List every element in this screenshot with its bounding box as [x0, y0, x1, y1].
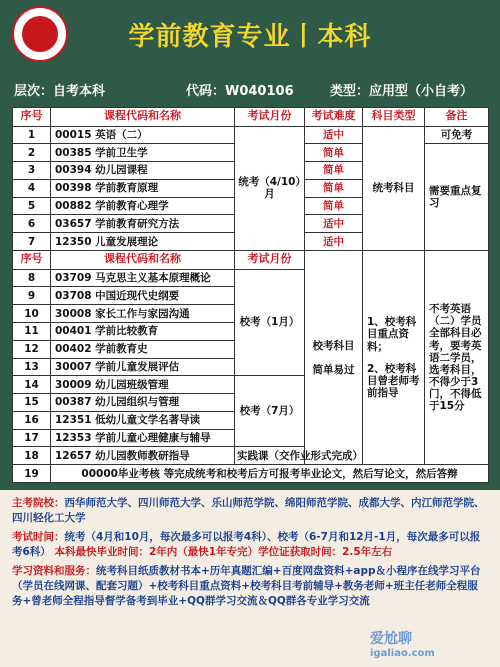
course-name: 00394 幼儿园课程 — [51, 162, 235, 180]
course-name: 03708 中国近现代史纲要 — [51, 287, 235, 305]
difficulty-b-type: 校考科目 — [312, 339, 355, 352]
type-text: 类型：应用型（小自考） — [330, 84, 474, 99]
course-name: 12353 学前儿童心理健康与辅导 — [51, 429, 235, 447]
watermark-brand: 爱尬聊 — [370, 631, 412, 647]
course-name: 12351 低幼儿童文学名著导读 — [51, 411, 235, 429]
course-name: 00398 学前教育原理 — [51, 179, 235, 197]
info-bar — [0, 76, 500, 102]
course-name: 12657 幼儿园教师教研指导 — [51, 447, 235, 465]
difficulty: 适中 — [305, 215, 363, 233]
page-title: 学前教育专业丨本科 — [128, 22, 372, 52]
subject-type-b — [363, 251, 425, 465]
course-name: 00882 学前教育心理学 — [51, 197, 235, 215]
difficulty: 简单 — [305, 197, 363, 215]
header-cell: 序号 — [13, 108, 51, 127]
row-number: 14 — [13, 376, 51, 394]
table-row — [13, 465, 489, 483]
row-number: 2 — [13, 144, 51, 162]
row-number: 11 — [13, 322, 51, 340]
row-number: 15 — [13, 394, 51, 412]
course-name: 30009 幼儿园班级管理 — [51, 376, 235, 394]
header-cell: 科目类型 — [363, 108, 425, 127]
schools-paragraph — [12, 496, 488, 526]
time-label: 考试时间： — [12, 531, 65, 543]
watermark-site: igaliao.com — [370, 648, 435, 659]
course-name: 30008 家长工作与家园沟通 — [51, 305, 235, 323]
schools-text: 西华师范大学、四川师范大学、乐山师范学院、绵阳师范学院、成都大学、内江师范学院、四川轻化工大学 — [12, 497, 485, 524]
code-text: 代码：W040106 — [186, 84, 294, 99]
header-cell: 课程代码和名称 — [51, 108, 235, 127]
table-header-row — [13, 251, 489, 270]
row-number: 16 — [13, 411, 51, 429]
difficulty: 简单 — [305, 162, 363, 180]
subject-type: 统考科目 — [363, 126, 425, 250]
header-cell: 序号 — [13, 251, 51, 270]
row-number: 19 — [13, 465, 51, 483]
difficulty: 适中 — [305, 126, 363, 144]
header-cell: 考试月份 — [235, 251, 305, 270]
graduation-time-text: 本科最快毕业时间：2年内（最快1年专完）学位证获取时间：2.5年左右 — [50, 546, 393, 558]
course-name: 00402 学前教育史 — [51, 340, 235, 358]
table-row — [13, 126, 489, 144]
course-table — [12, 107, 488, 483]
schools-label: 主考院校： — [12, 497, 65, 509]
header-cell: 考试月份 — [235, 108, 305, 127]
note: 可免考 — [425, 126, 489, 144]
header-cell: 备注 — [425, 108, 489, 127]
row-number: 13 — [13, 358, 51, 376]
course-name: 03709 马克思主义基本原理概论 — [51, 269, 235, 287]
difficulty-b — [305, 251, 363, 465]
row-number: 5 — [13, 197, 51, 215]
difficulty-b-level: 简单易过 — [312, 363, 355, 376]
row-number: 10 — [13, 305, 51, 323]
watermark — [370, 628, 435, 659]
row-number: 1 — [13, 126, 51, 144]
practice-note: 实践课（交作业形式完成） — [235, 447, 363, 465]
subject-type-b-1: 1、校考科目重点资料； — [367, 316, 417, 353]
service-paragraph — [12, 564, 488, 609]
row-number: 17 — [13, 429, 51, 447]
header — [0, 0, 500, 70]
course-name: 00401 学前比较教育 — [51, 322, 235, 340]
service-label: 学习资料和服务： — [12, 565, 96, 577]
service-text: 统考科目纸质教材书本+历年真题汇编+百度网盘资料+app＆小程序在线学习平台（学员在线网课、配套习题）+校考科目重点资料+校考科目考前辅导+教务老师+班主任老师全程服务+曾老师全程指导督学备考到毕业+QQ群学习交流＆QQ群各专业学习交流 — [12, 565, 481, 607]
difficulty: 简单 — [305, 144, 363, 162]
course-name: 03657 学前教育研究方法 — [51, 215, 235, 233]
header-cell: 考试难度 — [305, 108, 363, 127]
row-number: 7 — [13, 233, 51, 251]
row-number: 6 — [13, 215, 51, 233]
course-name: 12350 儿童发展理论 — [51, 233, 235, 251]
graduation-note: 00000毕业考核 等完成统考和校考后方可报考毕业论文，然后写论文，然后答辩 — [51, 465, 489, 483]
exam-month: 统考（4/10）月 — [235, 126, 305, 250]
course-name: 30007 学前儿童发展评估 — [51, 358, 235, 376]
row-number: 12 — [13, 340, 51, 358]
time-paragraph — [12, 530, 488, 560]
course-name: 00387 幼儿园组织与管理 — [51, 394, 235, 412]
course-name: 00015 英语（二） — [51, 126, 235, 144]
row-number: 4 — [13, 179, 51, 197]
note-b: 不考英语（二）学员全部科目必考，要考英语二学员，选考科目，不得少于3门，不得低于15分 — [425, 251, 489, 465]
row-number: 3 — [13, 162, 51, 180]
exam-month: 校考（7月） — [235, 376, 305, 447]
note: 需要重点复习 — [425, 144, 489, 251]
course-name: 00385 学前卫生学 — [51, 144, 235, 162]
row-number: 18 — [13, 447, 51, 465]
subject-type-b-2: 2、校考科目曾老师考前指导 — [367, 362, 420, 399]
row-number: 8 — [13, 269, 51, 287]
table-header-row — [13, 108, 489, 127]
exam-month: 校考（1月） — [235, 269, 305, 376]
time-text: 统考（4月和10月，每次最多可以报考4科）、校考（6-7月和12月-1月，每次最多可以报考6科） — [12, 531, 481, 558]
row-number: 9 — [13, 287, 51, 305]
difficulty: 简单 — [305, 179, 363, 197]
header-cell: 课程代码和名称 — [51, 251, 235, 270]
difficulty: 适中 — [305, 233, 363, 251]
level-text: 层次：自考本科 — [14, 84, 106, 99]
